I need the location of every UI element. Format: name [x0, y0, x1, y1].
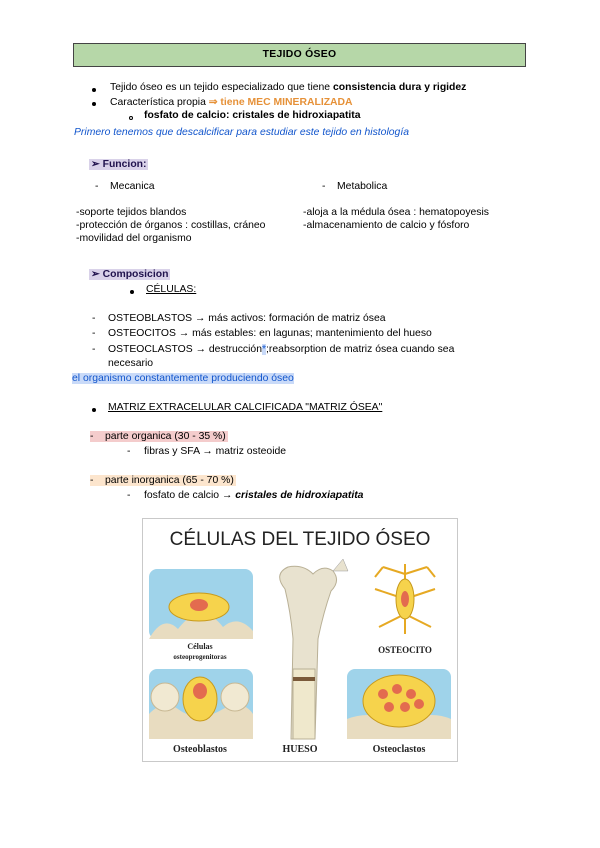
intro-bullet-2-highlight: tiene MEC MINERALIZADA — [217, 97, 353, 108]
inorganica-sub — [144, 490, 363, 501]
bullet-icon — [92, 408, 96, 412]
composicion-heading — [89, 268, 170, 280]
inorganica-sub-text: fosfato de calcio → — [144, 490, 236, 501]
bullet-icon — [130, 290, 134, 294]
bullet-icon — [92, 88, 96, 92]
intro-bullet-1-text: Tejido óseo es un tejido especializado que tiene — [110, 82, 333, 93]
inorganica-row: - parte inorganica (65 - 70 %) — [90, 475, 234, 486]
funcion-heading — [89, 158, 148, 170]
intro-bullet-1 — [110, 82, 466, 93]
osteoclast-illustration — [347, 669, 451, 739]
osteoblast-illustration — [149, 669, 253, 739]
label-progenitor-2: osteoprogenitoras — [173, 653, 227, 661]
figure-title: CÉLULAS DEL TEJIDO ÓSEO — [169, 529, 431, 550]
cell-item — [108, 344, 454, 355]
organica-row: - parte organica (30 - 35 %) — [90, 431, 226, 442]
label-hueso: HUESO — [282, 744, 318, 755]
label-osteoclastos: Osteoclastos — [372, 744, 426, 755]
cell-item: OSTEOCITOS → más estables: en lagunas; mantenimiento del hueso — [108, 328, 432, 339]
intro-bullet-2-text: Característica propia — [110, 97, 209, 108]
intro-sub-bullet: fosfato de calcio: cristales de hidroxiapatita — [144, 110, 361, 121]
page-title: TEJIDO ÓSEO — [73, 43, 526, 67]
intro-bullet-2 — [110, 96, 353, 108]
osteoprogenitor-illustration — [149, 569, 253, 639]
figure-illustration — [143, 519, 457, 761]
funcion-col1-item: -soporte tejidos blandos — [76, 207, 187, 218]
dash-icon: - — [92, 344, 96, 355]
intro-note: Primero tenemos que descalcificar para estudiar este tejido en histología — [74, 127, 409, 138]
composicion-heading-text: Composicion — [102, 269, 169, 280]
osteocyte-nucleus — [401, 591, 409, 607]
matriz-label: MATRIZ EXTRACELULAR CALCIFICADA "MATRIZ ÓSEA" — [108, 402, 383, 413]
funcion-col2-label: - Metabolica — [322, 181, 388, 192]
funcion-heading-text: Funcion: — [102, 159, 147, 170]
implies-arrow: ⇒ — [208, 97, 218, 108]
cell-item-text: OSTEOCLASTOS → destrucción — [108, 344, 262, 355]
funcion-col1-label: - Mecanica — [95, 181, 155, 192]
sub-bullet-icon — [129, 116, 133, 120]
bullet-icon — [92, 102, 96, 106]
composicion-note: el organismo constantemente produciendo óseo — [72, 373, 294, 384]
label-osteoblastos: Osteoblastos — [173, 744, 227, 755]
funcion-col2-item: -almacenamiento de calcio y fósforo — [303, 220, 470, 231]
dash-icon: - — [127, 446, 131, 457]
dash-icon: - — [92, 328, 96, 339]
comment-marker: * — [262, 344, 267, 355]
cell-item-rest: ;reabsorption de matriz ósea cuando sea — [266, 344, 455, 355]
funcion-col1-item: -protección de órganos : costillas, cráneo — [76, 220, 266, 231]
funcion-col1-label-text: Mecanica — [110, 181, 155, 192]
funcion-col1-item: -movilidad del organismo — [76, 233, 192, 244]
cell-item-continuation: necesario — [108, 358, 154, 369]
dash-icon: - — [92, 313, 96, 324]
inorganica-text: parte inorganica (65 - 70 %) — [105, 475, 234, 486]
cell-item: OSTEOBLASTOS → más activos: formación de matriz ósea — [108, 313, 386, 324]
label-progenitor-1: Células — [187, 642, 213, 651]
funcion-col2-label-text: Metabolica — [337, 181, 388, 192]
organica-text: parte organica (30 - 35 %) — [105, 431, 226, 442]
inorganica-sub-bold: cristales de hidroxiapatita — [235, 490, 364, 501]
label-osteocito: OSTEOCITO — [378, 645, 432, 655]
bone-illustration — [280, 559, 348, 739]
organica-sub: fibras y SFA → matriz osteoide — [144, 446, 287, 457]
funcion-col2-item: -aloja a la médula ósea : hematopoyesis — [303, 207, 489, 218]
bone-cells-figure — [142, 518, 458, 762]
intro-bullet-1-bold: consistencia dura y rigidez — [332, 82, 467, 93]
heading-arrow-icon: ➢ — [91, 269, 100, 280]
celulas-label: CÉLULAS: — [146, 284, 197, 295]
heading-arrow-icon: ➢ — [91, 159, 100, 170]
dash-icon: - — [127, 490, 131, 501]
